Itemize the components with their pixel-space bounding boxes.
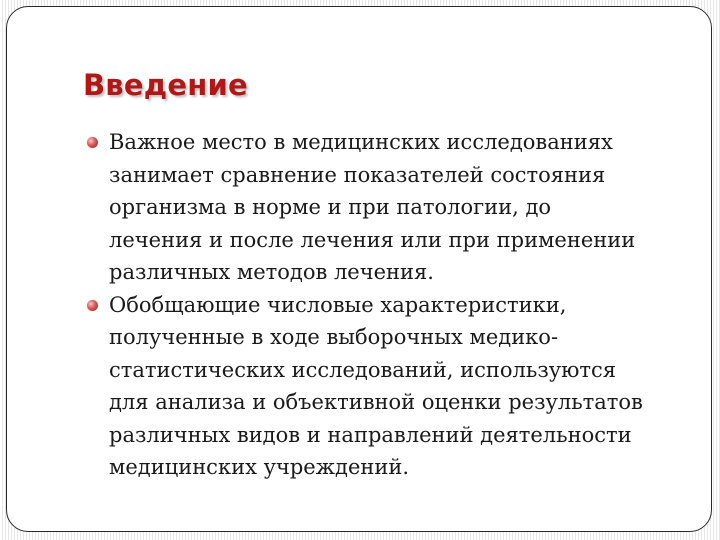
bullet-text-line: статистических исследований, используются [109, 357, 617, 382]
bullet-text-line: лечения и после лечения или при применении [109, 227, 636, 252]
bullet-text-line: различных методов лечения. [109, 260, 434, 284]
bullet-text-line: различных видов и направлений деятельности [109, 422, 632, 447]
bullet-item [79, 126, 689, 289]
bullet-text-line: Обобщающие числовые характеристики, [109, 292, 567, 317]
bullet-list [79, 126, 689, 484]
bullet-text-line: занимает сравнение показателей состояния [109, 162, 606, 187]
bullet-text-line: организма в норме и при патологии, до [109, 195, 552, 219]
bullet-text-line: для анализа и объективной оценки результатов [109, 390, 643, 414]
round-bullet-icon [87, 300, 98, 311]
bullet-text-line: медицинских учреждений. [109, 455, 410, 479]
slide-title: Введение [83, 68, 248, 102]
bullet-text-line: Важное место в медицинских исследованиях [109, 130, 613, 154]
bullet-text-line: полученные в ходе выборочных медико- [109, 325, 559, 349]
bullet-item [79, 289, 689, 484]
round-bullet-icon [87, 137, 98, 148]
slide-frame [6, 6, 712, 532]
